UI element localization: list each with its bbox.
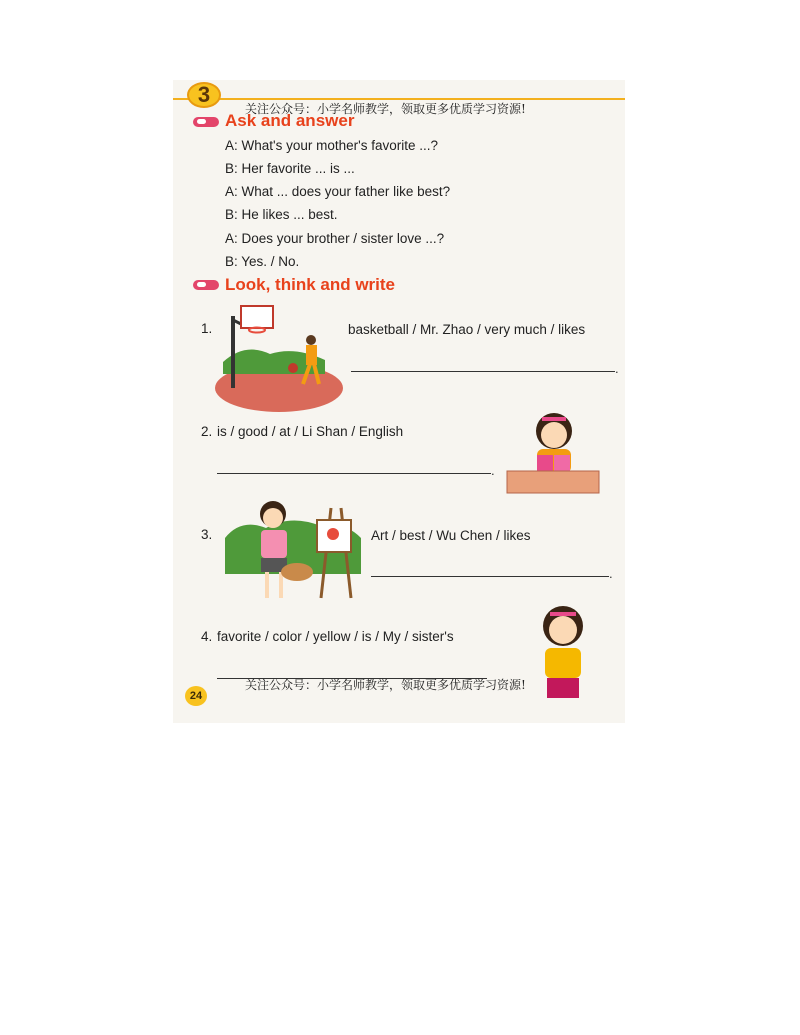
item-words: is / good / at / Li Shan / English bbox=[217, 424, 404, 439]
dialogue-line: B: He likes ... best. bbox=[225, 207, 338, 222]
item-words: favorite / color / yellow / is / My / sister's bbox=[217, 629, 454, 644]
item-words: Art / best / Wu Chen / likes bbox=[371, 528, 531, 543]
answer-period: . bbox=[491, 463, 495, 478]
page-number: 24 bbox=[185, 686, 207, 706]
girl-yellow-shirt-icon bbox=[533, 602, 593, 702]
dialogue-line: B: Yes. / No. bbox=[225, 254, 300, 269]
answer-period: . bbox=[615, 361, 619, 376]
answer-period: . bbox=[609, 566, 613, 581]
answer-line-2[interactable] bbox=[217, 473, 491, 474]
girl-painting-icon bbox=[221, 498, 363, 606]
section-heading-ask-and-answer: Ask and answer bbox=[225, 111, 355, 130]
textbook-page bbox=[173, 80, 625, 723]
item-number: 3. bbox=[201, 527, 213, 542]
item-number: 4. bbox=[201, 629, 213, 644]
item-words: basketball / Mr. Zhao / very much / likes bbox=[348, 322, 586, 337]
dialogue-line: B: Her favorite ... is ... bbox=[225, 161, 355, 176]
answer-line-3[interactable] bbox=[371, 576, 609, 577]
watermark-bottom: 关注公众号：小学名师教学，领取更多优质学习资源! bbox=[245, 678, 526, 692]
answer-line-1[interactable] bbox=[351, 371, 615, 372]
watermark-top: 关注公众号：小学名师教学，领取更多优质学习资源! bbox=[245, 102, 526, 116]
item-number: 1. bbox=[201, 321, 213, 336]
section-heading-look-think-write: Look, think and write bbox=[225, 275, 396, 294]
dialogue-line: A: What's your mother's favorite ...? bbox=[225, 138, 438, 153]
section-marker-icon bbox=[193, 117, 219, 127]
section-marker-icon bbox=[193, 280, 219, 290]
unit-number-badge: 3 bbox=[187, 82, 221, 108]
dialogue-line: A: What ... does your father like best? bbox=[225, 184, 451, 199]
basketball-player-icon bbox=[215, 302, 345, 414]
item-number: 2. bbox=[201, 424, 213, 439]
girl-reading-icon bbox=[507, 405, 602, 500]
dialogue-line: A: Does your brother / sister love ...? bbox=[225, 231, 445, 246]
